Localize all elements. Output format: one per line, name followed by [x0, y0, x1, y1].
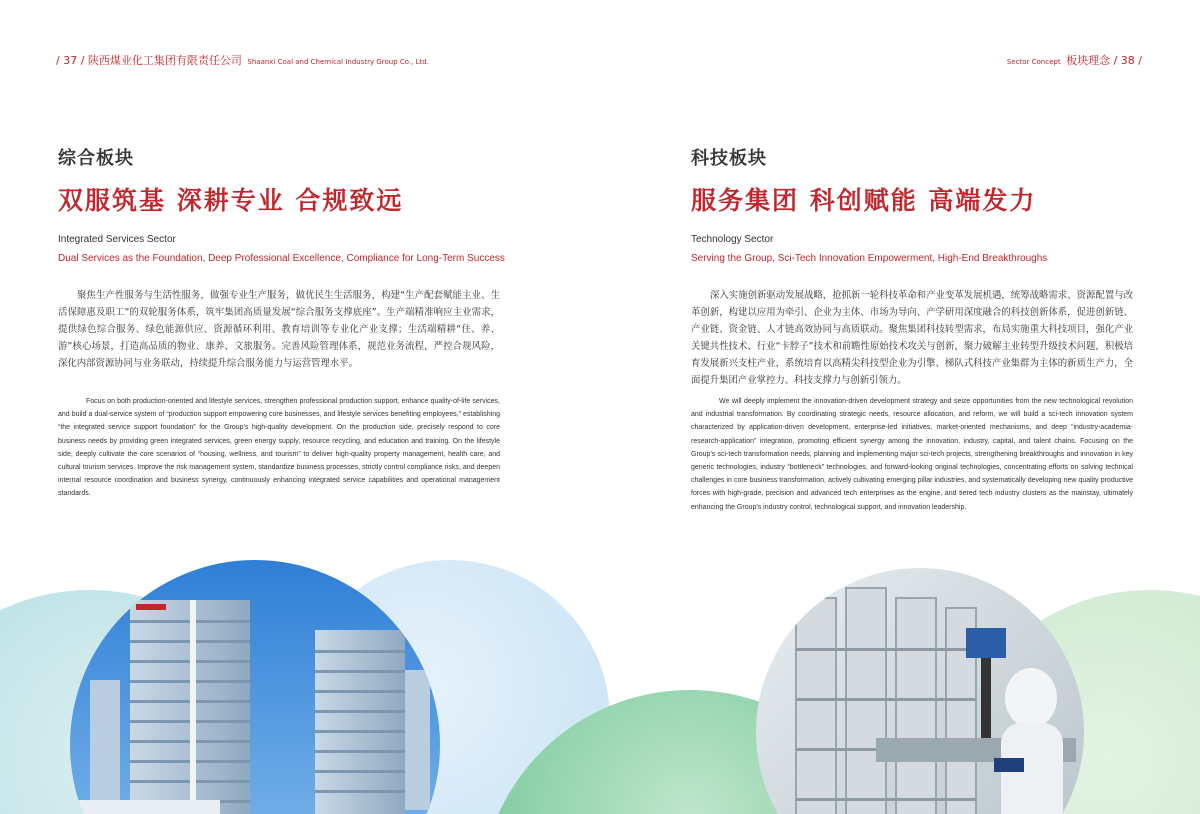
sector-subtitle-en: Dual Services as the Foundation, Deep Professional Excellence, Compliance for Long-Term Success [58, 253, 505, 264]
sector-subtitle-en: Serving the Group, Sci-Tech Innovation Empowerment, High-End Breakthroughs [691, 253, 1048, 264]
cleanroom-lab-photo [756, 568, 1084, 814]
left-page-number: / 37 / [56, 54, 85, 67]
right-page-number: / 38 / [1113, 54, 1142, 67]
right-section-cn: 板块理念 [1066, 54, 1111, 67]
right-running-header [1007, 52, 1142, 68]
english-body-paragraph: Focus on both production-oriented and lifestyle services, strengthen professional production support, enhance quality-of-life services, and build a dual-service system of “production support empowering core businesses, and lifestyle services benefiting employees,” establishing “the integrated service support foundation” for the Group's high-quality development. On the production side, precisely respond to core business needs by providing green integrated services, green energy supply, resource recycling, and education and training. On the lifestyle side, deeply cultivate the core scenarios of “housing, wellness, and tourism” to deliver high-quality property management, health care, and cultural tourism services. Improve the risk management system, standardize business processes, strictly control compliance risks, and deepen internal resource coordination and business synergy, continuously enhancing integrated service capabilities and operational management standards. [58, 398, 500, 498]
left-running-header [56, 52, 429, 68]
english-body-paragraph: We will deeply implement the innovation-driven development strategy and seize opportunities from the new technological revolution and industrial transformation. By coordinating strategic needs, resource allocation, and reform, we will build a sci-tech innovation system characterized by application-driven development, enterprise-led initiatives, market-oriented mechanisms, and deep “industry-academia-research-application” integration, promoting efficient synergy among the innovation, industry, capital, and talent chains. Focusing on the Group's sci-tech transformation needs, planning and implementing major sci-tech projects, strengthening breakthroughs and innovation in key generic technologies, industry “bottleneck” technologies, and forward-looking original technologies, concentrating efforts on solving technical challenges in core business transformation, actively cultivating emerging pillar industries, and systematically developing new quality productive forces with high-grade, precision and advanced tech enterprises as the engine, and tiered tech industry clusters as the mainstay, ultimately enhancing the Group's industry control, technological support, and innovation leadership. [691, 398, 1133, 511]
sector-slogan: 双服筑基 深耕专业 合规致远 [58, 186, 404, 215]
right-section-en: Sector Concept [1006, 58, 1061, 66]
left-company-cn: 陕西煤业化工集团有限责任公司 [87, 54, 242, 67]
chinese-body-paragraph: 聚焦生产性服务与生活性服务，做强专业生产服务，做优民生生活服务，构建“生产配套赋能主业、生活保障惠及职工”的双轮服务体系，筑牢集团高质量发展“综合服务支撑底座”。生产端精准响应主业需求，提供绿色综合服务、绿色能源供应、资源循环利用、教育培训等专业化产业支撑；生活端精耕“住、养、游”核心场景，打造高品质的物业、康养、文旅服务。完善风险管理体系，规范业务流程，严控合规风险，深化内部资源协同与业务联动，持续提升综合服务能力与运营管理水平。 [58, 290, 500, 369]
left-company-en: Shaanxi Coal and Chemical Industry Group Co., Ltd. [247, 58, 429, 66]
sector-slogan: 服务集团 科创赋能 高端发力 [691, 186, 1037, 215]
sector-title-en: Integrated Services Sector [58, 234, 176, 245]
sector-title: 科技板块 [691, 148, 767, 169]
sector-title: 综合板块 [58, 148, 134, 169]
sector-title-en: Technology Sector [691, 234, 774, 245]
chinese-body-paragraph: 深入实施创新驱动发展战略，抢抓新一轮科技革命和产业变革发展机遇，统筹战略需求、资源配置与改革创新，构建以应用为牵引、企业为主体、市场为导向、产学研用深度融合的科技创新体系，促进创新链、产业链、资金链、人才链高效协同与高质联动。聚焦集团科技转型需求，布局实施重大科技项目，强化产业关键共性技术、行业“卡脖子”技术和前瞻性原始技术攻关与创新，聚力破解主业转型升级技术问题，积极培育发展新兴支柱产业，系统培育以高精尖科技型企业为引擎、梯队式科技产业集群为主体的新质生产力，全面提升集团产业掌控力、科技支撑力与创新引领力。 [691, 290, 1133, 386]
